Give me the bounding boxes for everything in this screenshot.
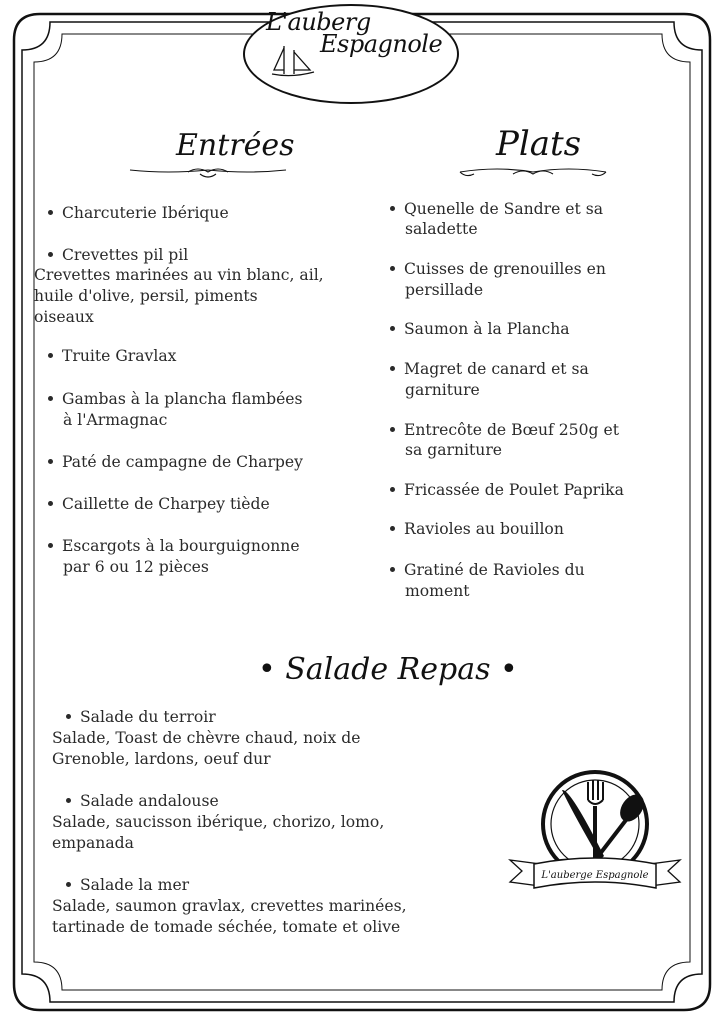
list-item: Caillette de Charpey tiède: [48, 494, 270, 515]
list-item: Cuisses de grenouilles en: [390, 259, 606, 280]
list-item: Paté de campagne de Charpey: [48, 452, 303, 473]
list-item: Ravioles au bouillon: [390, 519, 564, 540]
list-item: Fricassée de Poulet Paprika: [390, 480, 624, 501]
list-item-continued: par 6 ou 12 pièces: [63, 558, 209, 576]
list-item: Magret de canard et sa: [390, 359, 589, 380]
list-item: Gratiné de Ravioles du: [390, 560, 585, 581]
item-description: Salade, Toast de chèvre chaud, noix de: [52, 729, 361, 747]
item-description: Salade, saumon gravlax, crevettes marinées,: [52, 897, 407, 915]
list-item-continued: saladette: [405, 220, 478, 238]
item-description: tartinade de tomade séchée, tomate et olive: [52, 918, 401, 936]
list-item-continued: sa garniture: [405, 441, 503, 459]
list-item: Escargots à la bourguignonne: [48, 536, 300, 557]
emblem-text: L'auberge Espagnole: [541, 870, 649, 881]
list-item: Salade du terroir: [66, 707, 216, 728]
list-item: Gambas à la plancha flambées: [48, 389, 303, 410]
list-item-continued: moment: [405, 582, 470, 600]
list-item: Quenelle de Sandre et sa: [390, 199, 603, 220]
logo-line2: Espagnole: [320, 30, 443, 58]
list-item-continued: garniture: [405, 381, 480, 399]
logo-line1: L'auberg: [266, 8, 371, 36]
entrees-flourish: [128, 160, 288, 182]
sailboat-icon: [270, 42, 320, 82]
item-description: Crevettes marinées au vin blanc, ail,: [34, 266, 324, 284]
item-description: huile d'olive, persil, piments: [34, 287, 258, 305]
plats-title: Plats: [496, 124, 582, 164]
entrees-title: Entrées: [176, 128, 295, 163]
list-item: Salade la mer: [66, 875, 189, 896]
list-item-continued: à l'Armagnac: [63, 411, 168, 429]
list-item: Truite Gravlax: [48, 346, 176, 367]
list-item: Saumon à la Plancha: [390, 319, 570, 340]
list-item: Charcuterie Ibérique: [48, 203, 229, 224]
list-item-continued: persillade: [405, 281, 484, 299]
list-item: Entrecôte de Bœuf 250g et: [390, 420, 619, 441]
list-item: Salade andalouse: [66, 791, 219, 812]
plats-flourish: [458, 160, 608, 182]
cutlery-emblem-icon: [500, 768, 690, 908]
item-description: Salade, saucisson ibérique, chorizo, lomo,: [52, 813, 385, 831]
item-description: Grenoble, lardons, oeuf dur: [52, 750, 271, 768]
item-description: oiseaux: [34, 308, 94, 326]
item-description: empanada: [52, 834, 134, 852]
list-item: Crevettes pil pil: [48, 245, 188, 266]
salade-title: • Salade Repas •: [258, 652, 518, 687]
